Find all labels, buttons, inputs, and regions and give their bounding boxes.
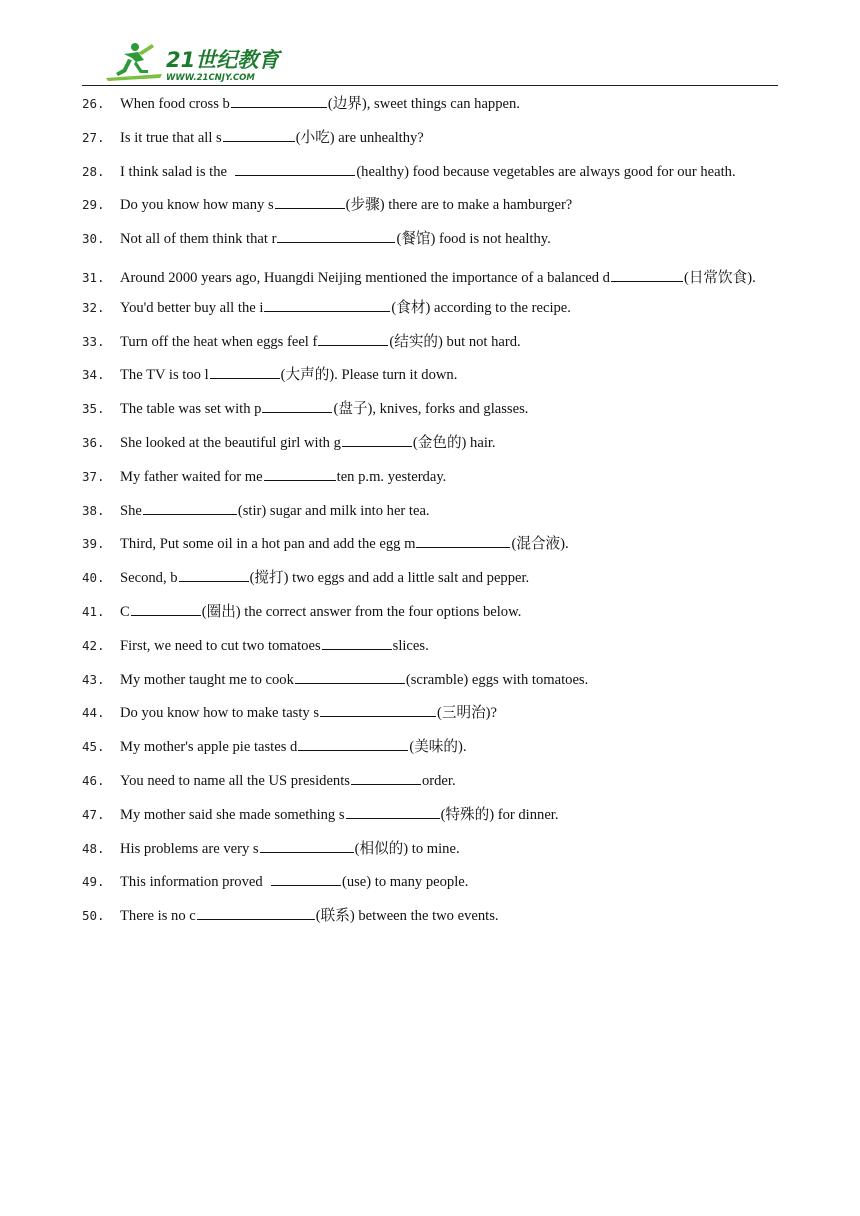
answer-blank[interactable] [322,635,392,650]
question-list [82,92,782,938]
page-header [82,40,778,86]
answer-blank[interactable] [264,297,390,312]
question-text-segment: Do you know how to make tasty s [120,705,320,722]
question-text [120,270,756,286]
question-text-segment: Is it true that all s [120,129,222,146]
answer-blank[interactable] [131,601,201,616]
question-text [120,837,460,861]
question-text-segment: (圈出) the correct answer from the four options below. [201,603,522,620]
question-text [120,904,499,928]
question-item [82,499,782,533]
question-text-segment: (scramble) eggs with tomatoes. [405,671,589,688]
question-text-segment: Second, b [120,570,178,587]
question-text-segment: You need to name all the US presidents [120,772,350,789]
question-text-segment: My mother said she made something s [120,806,345,823]
question-text-segment: (大声的). Please turn it down. [280,367,458,384]
question-text [120,499,430,523]
answer-blank[interactable] [143,500,237,515]
question-text-segment: There is no c [120,908,196,925]
question-text [120,701,497,725]
question-number: 38. [82,502,105,518]
question-text [120,803,559,827]
question-text-segment: (金色的) hair. [412,434,496,451]
question-number: 35. [82,401,105,417]
question-number: 48. [82,840,105,856]
logo-text: 21世纪教育 [166,48,280,72]
question-item [82,634,782,668]
answer-blank[interactable] [611,267,683,282]
question-text-segment: (use) to many people. [341,874,469,891]
answer-blank[interactable] [295,669,405,684]
question-item [82,397,782,431]
question-text [120,668,588,692]
question-text-segment: She [120,502,142,519]
question-number: 50. [82,908,105,924]
answer-blank[interactable] [318,331,388,346]
question-number: 47. [82,806,105,822]
question-text [120,126,424,150]
question-item [82,126,782,160]
question-text [120,431,496,455]
question-text-segment: (相似的) to mine. [354,840,460,857]
answer-blank[interactable] [416,533,510,548]
answer-blank[interactable] [277,228,395,243]
answer-blank[interactable] [231,93,327,108]
answer-blank[interactable] [275,194,345,209]
question-number: 26. [82,96,105,111]
question-item [82,701,782,735]
question-number: 30. [82,231,105,247]
question-text-segment: The table was set with p [120,401,262,418]
question-text-segment: (边界), sweet things can happen. [327,96,520,112]
question-text-segment: This information proved [120,874,270,891]
question-text-segment: (stir) sugar and milk into her tea. [237,502,430,519]
question-item [82,769,782,803]
question-text-segment: (结实的) but not hard. [389,333,521,350]
question-text-segment: The TV is too l [120,367,209,384]
question-text [120,227,551,251]
question-text [120,193,572,217]
question-number: 27. [82,129,105,145]
question-number: 28. [82,163,105,179]
question-text-segment: My mother taught me to cook [120,671,294,688]
question-item [82,465,782,499]
question-item [82,870,782,904]
question-text-segment: His problems are very s [120,840,259,857]
question-text-segment: My mother's apple pie tastes d [120,739,298,756]
question-text-segment: (步骤) there are to make a hamburger? [345,197,573,214]
question-item [82,363,782,397]
answer-blank[interactable] [264,466,336,481]
question-text [120,600,521,624]
question-number: 39. [82,536,105,552]
question-item [82,532,782,566]
answer-blank[interactable] [197,905,315,920]
answer-blank[interactable] [342,432,412,447]
question-text-segment: order. [421,772,456,789]
question-text-segment: C [120,603,130,620]
answer-blank[interactable] [320,702,436,717]
runner-icon [106,43,162,81]
question-text [120,465,446,489]
question-text-segment: Around 2000 years ago, Huangdi Neijing mentioned the importance of a balanced d [120,269,610,286]
question-text-segment: (餐馆) food is not healthy. [396,231,551,248]
question-text-segment: Third, Put some oil in a hot pan and add the egg m [120,536,416,553]
question-text-segment: slices. [392,637,429,654]
answer-blank[interactable] [223,127,295,142]
question-item [82,261,782,296]
question-number: 32. [82,299,105,315]
answer-blank[interactable] [235,161,355,176]
question-text-segment: (healthy) food because vegetables are always good for our heath. [356,163,736,180]
answer-blank[interactable] [179,567,249,582]
question-text [120,330,521,354]
question-text-segment: (盘子), knives, forks and glasses. [333,401,529,418]
question-number: 45. [82,739,105,755]
question-text-segment: (食材) according to the recipe. [391,299,571,316]
question-text [120,870,468,894]
question-text [120,566,529,590]
question-text-segment: (特殊的) for dinner. [440,806,559,823]
question-text [120,296,571,320]
question-text-segment: (混合液). [511,536,569,553]
question-text [120,92,520,116]
question-item [82,600,782,634]
question-item [82,803,782,837]
header-rule [82,85,778,86]
question-item [82,668,782,702]
question-text-segment: Do you know how many s [120,197,274,214]
answer-blank[interactable] [351,770,421,785]
question-text-segment: Not all of them think that r [120,231,277,248]
question-number: 46. [82,772,105,788]
question-number: 34. [82,367,105,383]
answer-blank[interactable] [298,736,408,751]
question-number: 37. [82,468,105,484]
question-text-segment: (日常饮食). [683,269,756,286]
question-text [120,735,466,759]
question-number: 43. [82,671,105,687]
question-text [120,363,457,387]
question-number: 36. [82,434,105,450]
question-text-segment: She looked at the beautiful girl with g [120,434,341,451]
question-item [82,92,782,126]
logo-url: WWW.21CNJY.COM [166,73,255,83]
question-number: 33. [82,333,105,349]
question-number: 41. [82,603,105,619]
question-item [82,431,782,465]
question-item [82,904,782,938]
question-item [82,330,782,364]
question-text-segment: (小吃) are unhealthy? [295,129,424,146]
answer-blank[interactable] [346,804,440,819]
question-number: 31. [82,269,105,285]
answer-blank[interactable] [271,871,341,886]
question-item [82,193,782,227]
question-text-segment: My father waited for me [120,468,263,485]
question-number: 29. [82,197,105,213]
question-text-segment: When food cross b [120,96,230,112]
question-text-segment: You'd better buy all the i [120,299,264,316]
question-text-segment: (搅打) two eggs and add a little salt and pepper. [249,570,530,587]
question-item [82,227,782,261]
logo [102,40,282,84]
question-item [82,566,782,600]
question-text-segment: (美味的). [409,739,467,756]
answer-blank[interactable] [262,398,332,413]
question-text [120,634,429,658]
question-item [82,160,782,194]
question-item [82,296,782,330]
question-number: 42. [82,637,105,653]
question-text-segment: Turn off the heat when eggs feel f [120,333,318,350]
answer-blank[interactable] [260,838,354,853]
question-text-segment: (三明治)? [437,705,498,722]
question-text [120,532,569,556]
question-text-segment: ten p.m. yesterday. [336,468,447,485]
question-number: 49. [82,874,105,890]
question-text-segment: (联系) between the two events. [315,908,499,925]
question-text [120,769,456,793]
question-item [82,735,782,769]
question-number: 40. [82,570,105,586]
answer-blank[interactable] [210,364,280,379]
question-text [120,160,736,184]
question-number: 44. [82,705,105,721]
question-text [120,397,528,421]
question-item [82,837,782,871]
question-text-segment: I think salad is the [120,163,235,180]
question-text-segment: First, we need to cut two tomatoes [120,637,321,654]
